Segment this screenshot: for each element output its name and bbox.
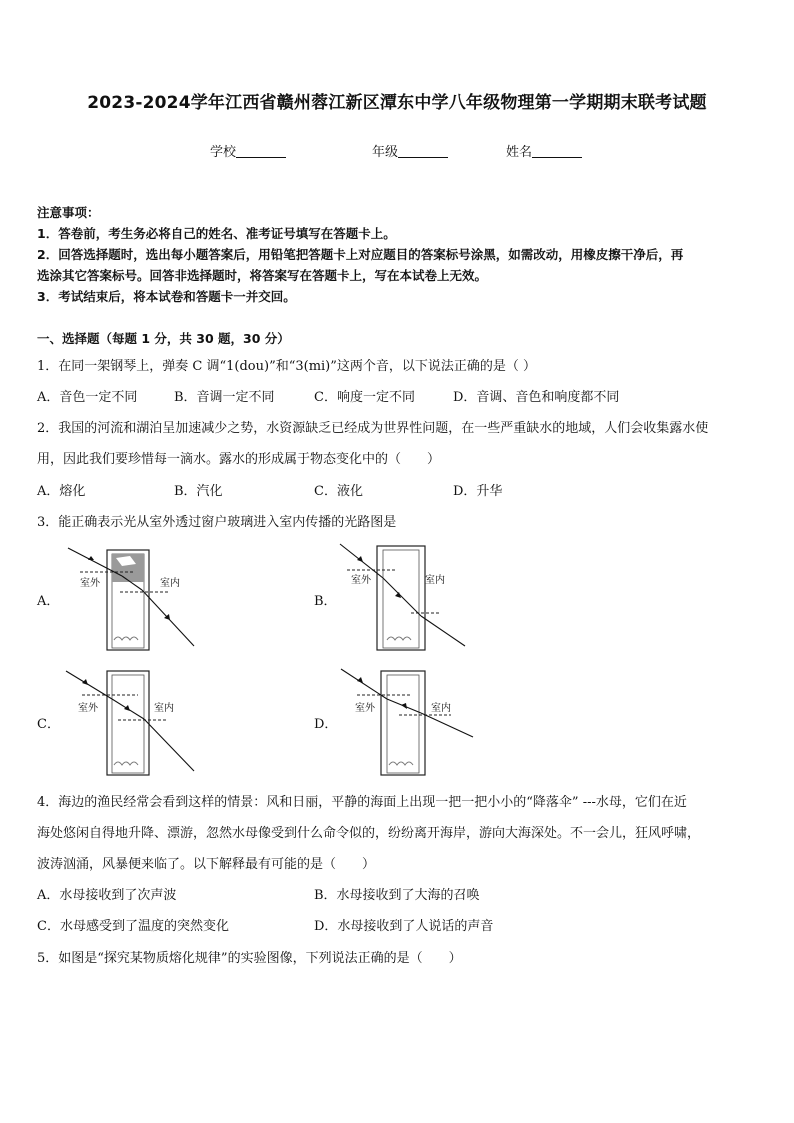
q1-option-a[interactable]: A．音色一定不同 (37, 390, 138, 405)
q2-option-d[interactable]: D．升华 (453, 484, 503, 499)
light-ray (421, 713, 473, 737)
q4-option-b[interactable]: B．水母接收到了大海的召唤 (314, 888, 480, 903)
sill-decoration (114, 637, 138, 640)
light-ray (144, 719, 194, 771)
question-2-stem: 用，因此我们要珍惜每一滴水。露水的形成属于物态变化中的（ ） (37, 452, 441, 467)
arrow-icon (88, 556, 94, 560)
outside-label: 室外 (78, 703, 98, 714)
q3-diagram-b (335, 540, 475, 655)
outside-label: 室外 (351, 575, 371, 586)
question-4-stem: 海处悠闲自得地升降、漂游，忽然水母像受到什么命令似的，纷纷离开海岸，游向大海深处。不一会儿，狂风呼啸， (37, 826, 701, 841)
q1-option-c[interactable]: C．响度一定不同 (314, 390, 415, 405)
q3-diagram-a (60, 540, 200, 655)
q2-option-b[interactable]: B．汽化 (174, 484, 223, 499)
notice-item: 2．回答选择题时，选出每小题答案后，用铅笔把答题卡上对应题目的答案标号涂黑，如需改动，用橡皮擦干净后，再 (37, 247, 684, 262)
outside-label: 室外 (80, 578, 100, 589)
question-5-stem: 5．如图是“探究某物质熔化规律”的实验图像，下列说法正确的是（ ） (37, 951, 462, 966)
name-field (506, 141, 582, 160)
window-glass (381, 671, 425, 775)
window-glass-inner (387, 675, 419, 773)
school-label: 学校 (210, 145, 237, 160)
q3-diagram-c (60, 665, 200, 780)
school-blank[interactable] (236, 145, 286, 158)
light-ray (421, 616, 465, 646)
page-title: 2023-2024学年江西省赣州蓉江新区潭东中学八年级物理第一学期期末联考试题 (87, 93, 707, 113)
arrow-icon (124, 705, 130, 711)
inside-label: 室内 (154, 703, 174, 714)
question-4-stem: 波涛汹涌，风暴便来临了。以下解释最有可能的是（ ） (37, 857, 376, 872)
q4-option-c[interactable]: C．水母感受到了温度的突然变化 (37, 919, 229, 934)
name-blank[interactable] (532, 145, 582, 158)
sill-decoration (114, 762, 138, 765)
light-ray (383, 578, 421, 616)
sill-decoration (389, 762, 413, 765)
question-1-stem: 1．在同一架钢琴上，弹奏 C 调“1(dou)”和“3(mi)”这两个音，以下说法正确的是（ ） (37, 359, 537, 374)
q3-option-d[interactable]: D． (314, 717, 338, 732)
q4-option-a[interactable]: A．水母接收到了次声波 (37, 888, 177, 903)
inside-label: 室内 (425, 575, 445, 586)
notice-heading: 注意事项： (37, 205, 100, 220)
q3-option-b[interactable]: B． (314, 594, 337, 609)
inside-label: 室内 (160, 578, 180, 589)
name-label: 姓名 (506, 145, 533, 160)
sill-decoration (387, 637, 411, 640)
window-glass-inner (383, 550, 419, 648)
grade-field (372, 141, 448, 160)
notice-item: 选涂其它答案标号。回答非选择题时，将答案写在答题卡上，写在本试卷上无效。 (37, 268, 488, 283)
question-3-stem: 3．能正确表示光从室外透过窗户玻璃进入室内传播的光路图是 (37, 515, 397, 530)
q1-option-b[interactable]: B．音调一定不同 (174, 390, 275, 405)
grade-label: 年级 (372, 145, 399, 160)
q2-option-c[interactable]: C．液化 (314, 484, 363, 499)
notice-item: 1．答卷前，考生务必将自己的姓名、准考证号填写在答题卡上。 (37, 226, 396, 241)
question-4-stem: 4．海边的渔民经常会看到这样的情景：风和日丽，平静的海面上出现一把一把小小的“降落伞” ---水母，它们在近 (37, 795, 687, 810)
section-heading: 一、选择题（每题 1 分，共 30 题，30 分） (37, 331, 290, 346)
inside-label: 室内 (431, 703, 451, 714)
grade-blank[interactable] (398, 145, 448, 158)
q3-diagram-d (335, 665, 480, 780)
window-glass-inner (112, 675, 144, 773)
school-field (210, 141, 286, 160)
window-glass (107, 671, 149, 775)
arrow-icon (82, 679, 88, 685)
arrow-icon (357, 556, 363, 562)
q1-option-d[interactable]: D．音调、音色和响度都不同 (453, 390, 620, 405)
outside-label: 室外 (355, 703, 375, 714)
arrow-icon (401, 703, 407, 709)
q3-option-a[interactable]: A． (37, 594, 60, 609)
question-2-stem: 2．我国的河流和湖泊呈加速减少之势，水资源缺乏已经成为世界性问题，在一些严重缺水的地域，人们会收集露水使 (37, 421, 709, 436)
q4-option-d[interactable]: D．水母接收到了人说话的声音 (314, 919, 494, 934)
q3-option-c[interactable]: C． (37, 717, 60, 732)
q2-option-a[interactable]: A．熔化 (37, 484, 86, 499)
notice-item: 3．考试结束后，将本试卷和答题卡一并交回。 (37, 289, 296, 304)
